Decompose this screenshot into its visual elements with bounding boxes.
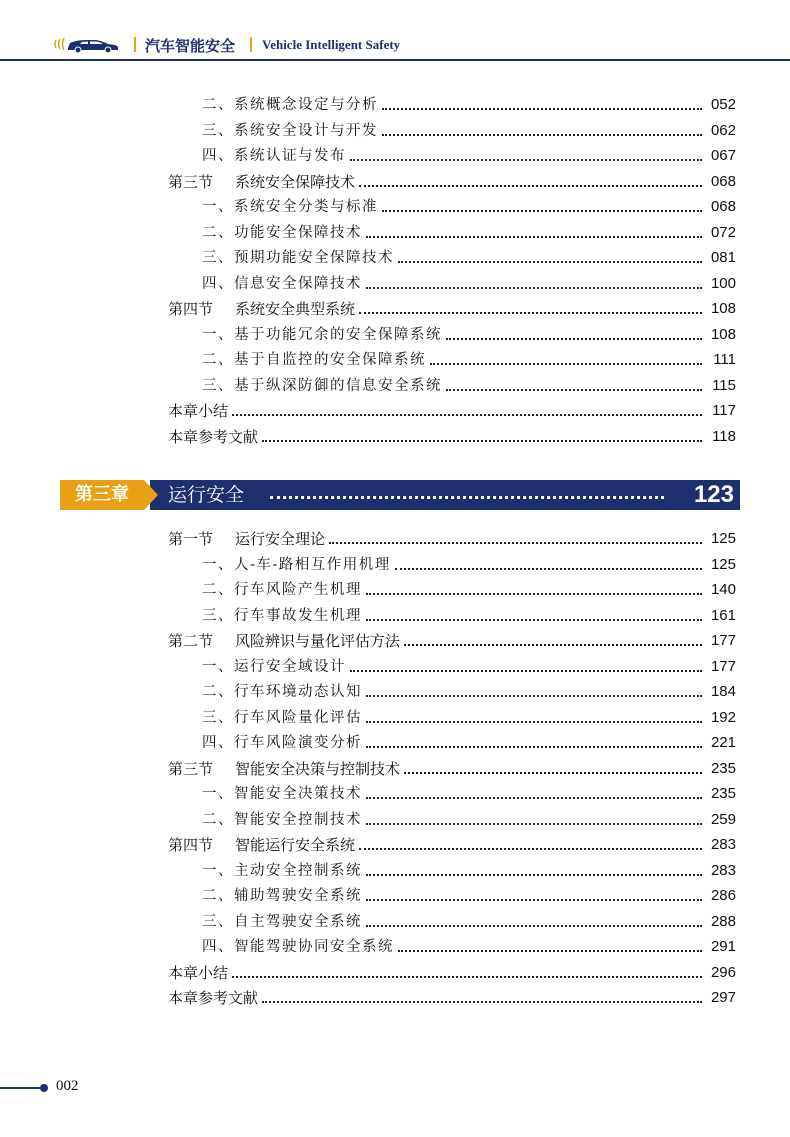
toc-section-number: 本章参考文献 [168, 989, 259, 1007]
toc-page-number: 283 [710, 861, 736, 879]
toc-entry-title: 一、主动安全控制系统 [202, 861, 366, 881]
toc-subsection-entry[interactable] [0, 886, 790, 908]
header-title-en: Vehicle Intelligent Safety [262, 37, 401, 52]
toc-leader [446, 389, 702, 391]
toc-section-entry[interactable] [0, 529, 790, 551]
toc-section-number: 第一节 [168, 530, 214, 548]
toc-page-number: 125 [710, 555, 736, 573]
toc-page-number: 259 [710, 810, 736, 828]
toc-entry-title [168, 631, 404, 651]
toc-section-number: 第四节 [168, 300, 214, 318]
toc-section-number: 本章小结 [168, 963, 229, 982]
toc-subsection-entry[interactable] [0, 376, 790, 398]
toc-section-entry[interactable] [0, 299, 790, 321]
toc-leader [262, 1001, 702, 1003]
toc-leader [430, 363, 702, 365]
toc-subsection-entry[interactable] [0, 555, 790, 577]
toc-subsection-entry[interactable] [0, 606, 790, 628]
toc-entry-title: 四、行车风险演变分析 [202, 733, 366, 753]
toc-leader [404, 772, 702, 774]
running-header [52, 34, 752, 58]
toc-entry-title: 三、系统安全设计与开发 [202, 121, 382, 141]
header-divider [250, 37, 252, 52]
toc-leader [232, 976, 702, 978]
footer-rule [0, 1087, 40, 1089]
toc-page-number: 125 [710, 530, 736, 547]
toc-section-number: 第四节 [168, 836, 214, 854]
toc-leader [366, 287, 702, 289]
toc-page-number: 177 [710, 657, 736, 675]
chapter-title: 运行安全 [168, 484, 245, 506]
chapter-page: 123 [693, 481, 734, 508]
toc-page-number: 052 [710, 96, 736, 113]
toc-page-number: 296 [710, 963, 736, 981]
toc-section-entry[interactable] [0, 172, 790, 194]
toc-page-number: 192 [710, 708, 736, 726]
toc-section-entry[interactable] [0, 427, 790, 449]
toc-subsection-entry[interactable] [0, 682, 790, 704]
toc-page-number: 100 [710, 274, 736, 292]
header-rule [0, 59, 790, 61]
toc-section-number: 第二节 [168, 632, 214, 650]
toc-entry-title: 四、系统认证与发布 [202, 146, 350, 166]
toc-entry-title: 三、行车事故发生机理 [202, 606, 366, 626]
toc-leader [382, 134, 702, 136]
toc-leader [366, 619, 702, 621]
toc-entry-title [168, 759, 404, 779]
toc-section-number: 本章小结 [168, 402, 229, 420]
toc-section-label: 系统安全保障技术 [235, 172, 356, 191]
toc-section-entry[interactable] [0, 401, 790, 423]
toc-entry-title [168, 401, 232, 421]
toc-leader [395, 568, 702, 570]
toc-entry-title [168, 529, 329, 549]
toc-subsection-entry[interactable] [0, 223, 790, 245]
toc-entry-title [168, 299, 359, 319]
toc-section-number: 第三节 [168, 759, 214, 778]
toc-leader [366, 695, 702, 697]
toc-subsection-entry[interactable] [0, 784, 790, 806]
header-divider [134, 37, 136, 52]
toc-entry-title: 二、功能安全保障技术 [202, 223, 366, 243]
toc-subsection-entry[interactable] [0, 325, 790, 347]
toc-leader [359, 185, 702, 187]
toc-page-number: 111 [713, 351, 736, 368]
toc-leader [366, 236, 702, 238]
toc-section-entry[interactable] [0, 963, 790, 985]
toc-page-number: 118 [712, 427, 736, 445]
toc-subsection-entry[interactable] [0, 657, 790, 679]
toc-entry-title: 一、人-车-路相互作用机理 [202, 555, 395, 575]
toc-page-number: 081 [710, 249, 736, 266]
toc-section-entry[interactable] [0, 631, 790, 653]
toc-page-number: 283 [710, 836, 736, 853]
toc-entry-title: 二、辅助驾驶安全系统 [202, 886, 366, 906]
header-title-cn: 汽车智能安全 [145, 37, 236, 55]
chapter-leader [270, 496, 664, 499]
toc-page-number: 108 [710, 325, 736, 343]
toc-page-number: 288 [710, 912, 736, 930]
chapter-banner[interactable] [60, 480, 740, 510]
toc-entry-title: 三、基于纵深防御的信息安全系统 [202, 376, 446, 396]
toc-leader [359, 848, 702, 850]
toc-page-number: 068 [710, 198, 736, 215]
page-number: 002 [56, 1078, 79, 1094]
toc-entry-title: 三、行车风险量化评估 [202, 708, 366, 728]
toc-section-entry[interactable] [0, 835, 790, 857]
toc-section-label: 智能安全决策与控制技术 [235, 759, 401, 778]
toc-subsection-entry[interactable] [0, 912, 790, 934]
toc-page-number: 108 [710, 300, 736, 317]
toc-page-number: 177 [710, 632, 736, 649]
toc-entry-title: 二、智能安全控制技术 [202, 810, 366, 830]
toc-leader [366, 797, 702, 799]
toc-page-number: 291 [710, 938, 736, 955]
toc-page-number: 161 [710, 606, 736, 624]
toc-leader [404, 644, 702, 646]
toc-section-label: 运行安全理论 [235, 530, 326, 548]
toc-entry-title [168, 988, 262, 1008]
toc-page-number: 115 [712, 376, 736, 394]
toc-entry-title: 二、行车风险产生机理 [202, 580, 366, 600]
toc-entry-title: 二、系统概念设定与分析 [202, 95, 382, 115]
toc-subsection-entry[interactable] [0, 197, 790, 219]
toc-subsection-entry[interactable] [0, 274, 790, 296]
toc-entry-title: 一、智能安全决策技术 [202, 784, 366, 804]
toc-leader [382, 210, 702, 212]
toc-subsection-entry[interactable] [0, 861, 790, 883]
toc-section-entry[interactable] [0, 988, 790, 1010]
toc-section-label: 系统安全典型系统 [235, 300, 356, 318]
footer-dot-icon [40, 1084, 48, 1092]
toc-entry-title [168, 963, 232, 983]
toc-leader [366, 899, 702, 901]
toc-leader [382, 108, 702, 110]
toc-subsection-entry[interactable] [0, 121, 790, 143]
toc-subsection-entry[interactable] [0, 95, 790, 117]
toc-page-number: 072 [710, 223, 736, 241]
toc-leader [398, 950, 702, 952]
car-icon [52, 34, 122, 54]
toc-page-number: 067 [710, 147, 736, 164]
toc-page-number: 235 [710, 785, 736, 802]
toc-page-number: 117 [712, 402, 736, 419]
toc-entry-title [168, 835, 359, 855]
toc-entry-title: 二、基于自监控的安全保障系统 [202, 350, 430, 370]
toc-page-number: 235 [710, 759, 736, 777]
toc-page-number: 297 [710, 989, 736, 1006]
toc-leader [366, 593, 702, 595]
toc-leader [359, 312, 702, 314]
toc-leader [446, 338, 702, 340]
toc-subsection-entry[interactable] [0, 350, 790, 372]
toc-leader [262, 440, 702, 442]
toc-leader [398, 261, 702, 263]
chapter-arrow-icon [144, 480, 158, 510]
toc-leader [366, 925, 702, 927]
toc-entry-title [168, 427, 262, 447]
toc-leader [329, 542, 702, 544]
toc-subsection-entry[interactable] [0, 248, 790, 270]
toc-entry-title: 四、信息安全保障技术 [202, 274, 366, 294]
toc-section-number: 本章参考文献 [168, 427, 259, 446]
toc-section-number: 第三节 [168, 172, 214, 191]
toc-subsection-entry[interactable] [0, 146, 790, 168]
toc-entry-title: 一、基于功能冗余的安全保障系统 [202, 325, 446, 345]
toc-page-number: 140 [710, 581, 736, 598]
toc-page-number: 068 [710, 172, 736, 190]
toc-entry-title: 四、智能驾驶协同安全系统 [202, 937, 398, 957]
toc-section-label: 智能运行安全系统 [235, 836, 356, 854]
toc-leader [350, 670, 702, 672]
toc-page-number: 184 [710, 683, 736, 700]
toc-page-number: 221 [710, 734, 736, 751]
toc-section-entry[interactable] [0, 759, 790, 781]
chapter-tag: 第三章 [60, 480, 144, 510]
toc-entry-title: 一、运行安全域设计 [202, 657, 350, 677]
toc-page-number: 286 [710, 887, 736, 904]
toc-entry-title: 二、行车环境动态认知 [202, 682, 366, 702]
toc-subsection-entry[interactable] [0, 937, 790, 959]
toc-entry-title: 一、系统安全分类与标准 [202, 197, 382, 217]
toc-leader [350, 159, 702, 161]
toc-leader [232, 414, 702, 416]
toc-subsection-entry[interactable] [0, 733, 790, 755]
toc-subsection-entry[interactable] [0, 580, 790, 602]
toc-leader [366, 721, 702, 723]
toc-section-label: 风险辨识与量化评估方法 [235, 632, 401, 650]
toc-leader [366, 746, 702, 748]
toc-subsection-entry[interactable] [0, 708, 790, 730]
toc-entry-title: 三、自主驾驶安全系统 [202, 912, 366, 932]
toc-page-number: 062 [710, 121, 736, 139]
toc-leader [366, 874, 702, 876]
toc-entry-title: 三、预期功能安全保障技术 [202, 248, 398, 268]
toc-subsection-entry[interactable] [0, 810, 790, 832]
toc-entry-title [168, 172, 359, 192]
toc-leader [366, 823, 702, 825]
